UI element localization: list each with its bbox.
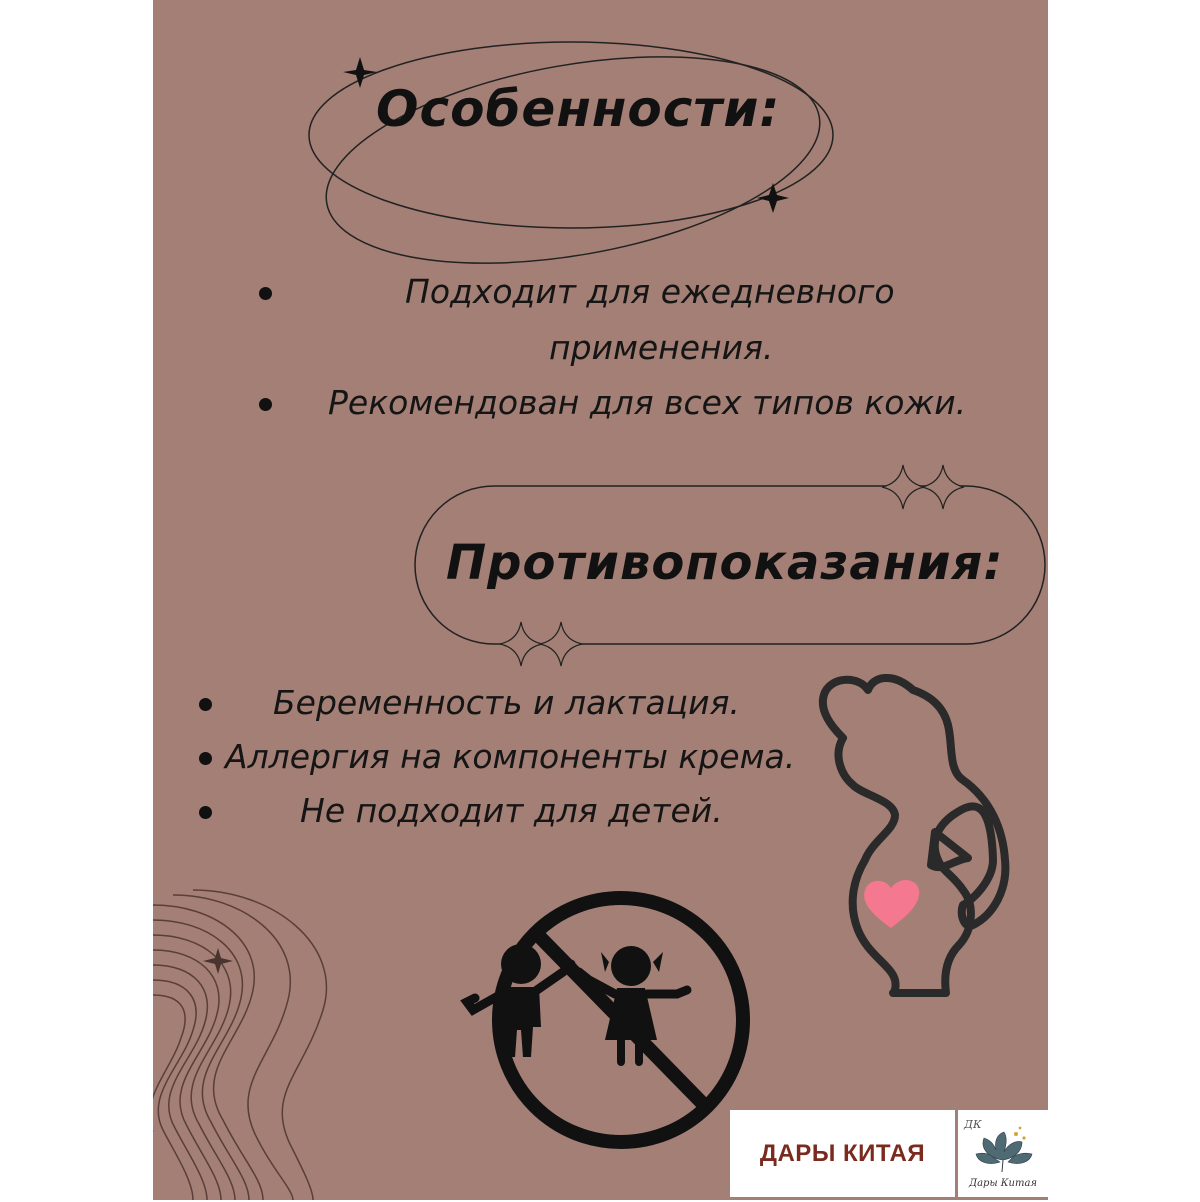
no-children-icon (467, 898, 743, 1142)
sparkle-icon (922, 465, 964, 509)
brand-logo (958, 1110, 1048, 1197)
sparkle-icon (500, 622, 542, 666)
contraindication-item: Аллергия на компоненты крема. (225, 737, 796, 776)
feature-item: применения. (549, 328, 774, 367)
contraindications-heading: Противопоказания: (446, 535, 1004, 591)
logo-caption: Дары Китая (968, 1178, 1038, 1189)
wavy-lines (153, 890, 326, 1200)
pregnant-woman-icon (823, 678, 1006, 993)
ginkgo-leaf-icon (958, 1110, 1048, 1197)
sparkle-icon (343, 57, 377, 88)
bullet (259, 398, 272, 411)
features-heading: Особенности: (376, 80, 781, 138)
contraindication-item: Беременность и лактация. (273, 683, 740, 722)
bullet (259, 287, 272, 300)
bullet (199, 806, 212, 819)
sparkle-icon (540, 622, 582, 666)
logo-initials: ДК (964, 1118, 982, 1131)
bullet (199, 698, 212, 711)
sparkle-icon (757, 183, 789, 213)
decorations (153, 0, 1048, 1200)
bullet (199, 752, 212, 765)
feature-item: Подходит для ежедневного (405, 272, 895, 311)
brand-label (730, 1110, 955, 1197)
brand-name: ДАРЫ КИТАЯ (759, 1139, 926, 1167)
feature-item: Рекомендован для всех типов кожи. (328, 383, 967, 422)
heart-icon (864, 880, 919, 928)
oval-outline-back (310, 23, 835, 297)
contraindication-item: Не подходит для детей. (300, 791, 723, 830)
poster (153, 0, 1048, 1200)
sparkle-icon (882, 465, 924, 509)
